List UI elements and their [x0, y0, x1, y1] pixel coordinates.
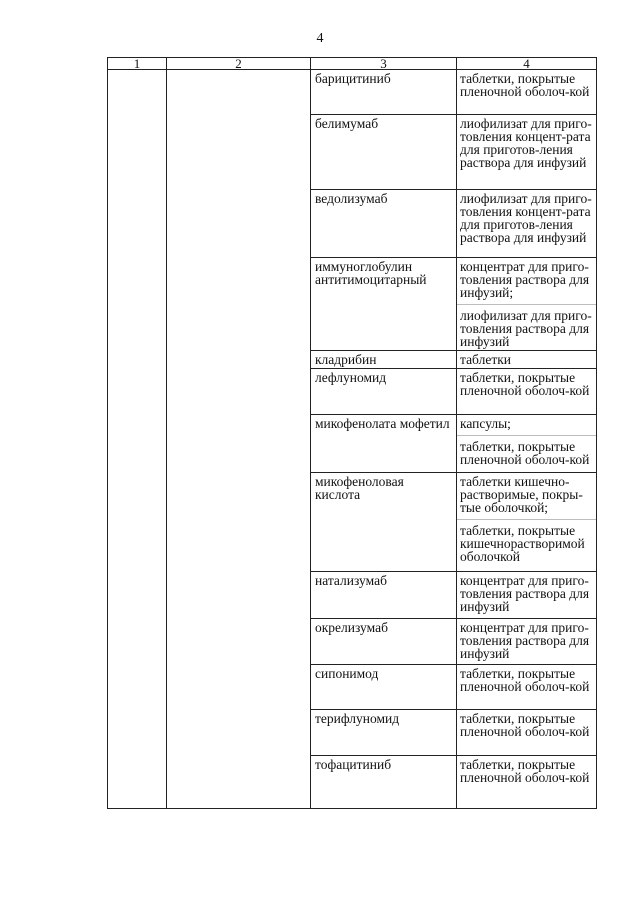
dosage-form: лиофилизат для приго-товления раствора для инфузий	[457, 304, 596, 350]
dosage-form-cell	[457, 351, 597, 369]
dosage-form: капсулы;	[460, 416, 511, 431]
dosage-form: концентрат для приго-товления раствора для инфузий	[460, 620, 590, 661]
drug-name-cell	[311, 710, 457, 756]
table-body	[108, 70, 597, 809]
dosage-form-cell	[457, 619, 597, 665]
dosage-form: концентрат для приго-товления раствора для инфузий;	[460, 259, 590, 300]
dosage-form-cell	[457, 756, 597, 809]
drug-name-cell	[311, 115, 457, 190]
drug-name: иммуноглобулин антитимоцитарный	[315, 259, 427, 287]
dosage-form-cell	[457, 665, 597, 710]
drug-name-cell	[311, 619, 457, 665]
drug-name: натализумаб	[315, 573, 387, 588]
drug-name-cell	[311, 190, 457, 258]
dosage-form: лиофилизат для приго-товления концент-рата для приготов-ления раствора для инфузий	[460, 191, 592, 245]
drug-name: микофенолата мофетил	[315, 416, 450, 431]
drug-name: барицитиниб	[315, 71, 391, 86]
dosage-form: таблетки, покрытые пленочной оболоч-кой	[460, 666, 590, 694]
dosage-form-cell	[457, 572, 597, 619]
dosage-form: концентрат для приго-товления раствора для инфузий	[460, 573, 590, 614]
header-row	[108, 58, 597, 70]
col-2-cell	[167, 70, 311, 809]
drug-table	[107, 57, 597, 809]
dosage-form: таблетки, покрытые пленочной оболоч-кой	[460, 757, 590, 785]
header-col-1: 1	[108, 58, 167, 70]
dosage-form-cell	[457, 710, 597, 756]
dosage-form-cell	[457, 70, 597, 115]
dosage-form-cell	[457, 190, 597, 258]
table-row	[108, 70, 597, 115]
dosage-form: таблетки, покрытые пленочной оболоч-кой	[460, 370, 590, 398]
page-number: 4	[316, 31, 324, 46]
dosage-form: таблетки, покрытые пленочной оболоч-кой	[460, 71, 590, 99]
drug-name-cell	[311, 572, 457, 619]
drug-name-cell	[311, 756, 457, 809]
dosage-form: лиофилизат для приго-товления концент-рата для приготов-ления раствора для инфузий	[460, 116, 592, 170]
header-col-2: 2	[167, 58, 311, 70]
drug-name: кладрибин	[315, 352, 377, 367]
drug-name: микофеноловая кислота	[315, 474, 404, 502]
drug-name: лефлуномид	[315, 370, 387, 385]
drug-name-cell	[311, 351, 457, 369]
col-1-cell	[108, 70, 167, 809]
header-col-4: 4	[457, 58, 597, 70]
drug-name: тофацитиниб	[315, 757, 392, 772]
dosage-form: таблетки, покрытые кишечнорастворимой оболочкой	[457, 519, 596, 565]
drug-name: ведолизумаб	[315, 191, 388, 206]
dosage-form-cell	[457, 115, 597, 190]
drug-name-cell	[311, 258, 457, 351]
dosage-form-cell	[457, 258, 597, 351]
drug-name: окрелизумаб	[315, 620, 388, 635]
dosage-form: таблетки, покрытые пленочной оболоч-кой	[457, 435, 596, 468]
header-col-3: 3	[311, 58, 457, 70]
drug-name-cell	[311, 70, 457, 115]
dosage-form: таблетки кишечно-растворимые, покры-тые оболочкой;	[460, 474, 583, 515]
dosage-form-cell	[457, 369, 597, 415]
dosage-form-cell	[457, 473, 597, 572]
dosage-form: таблетки	[460, 352, 512, 367]
drug-name-cell	[311, 369, 457, 415]
dosage-form-cell	[457, 415, 597, 473]
drug-name: терифлуномид	[315, 711, 400, 726]
drug-name-cell	[311, 415, 457, 473]
drug-name-cell	[311, 665, 457, 710]
drug-name: белимумаб	[315, 116, 379, 131]
drug-name: сипонимод	[315, 666, 379, 681]
drug-name-cell	[311, 473, 457, 572]
dosage-form: таблетки, покрытые пленочной оболоч-кой	[460, 711, 590, 739]
